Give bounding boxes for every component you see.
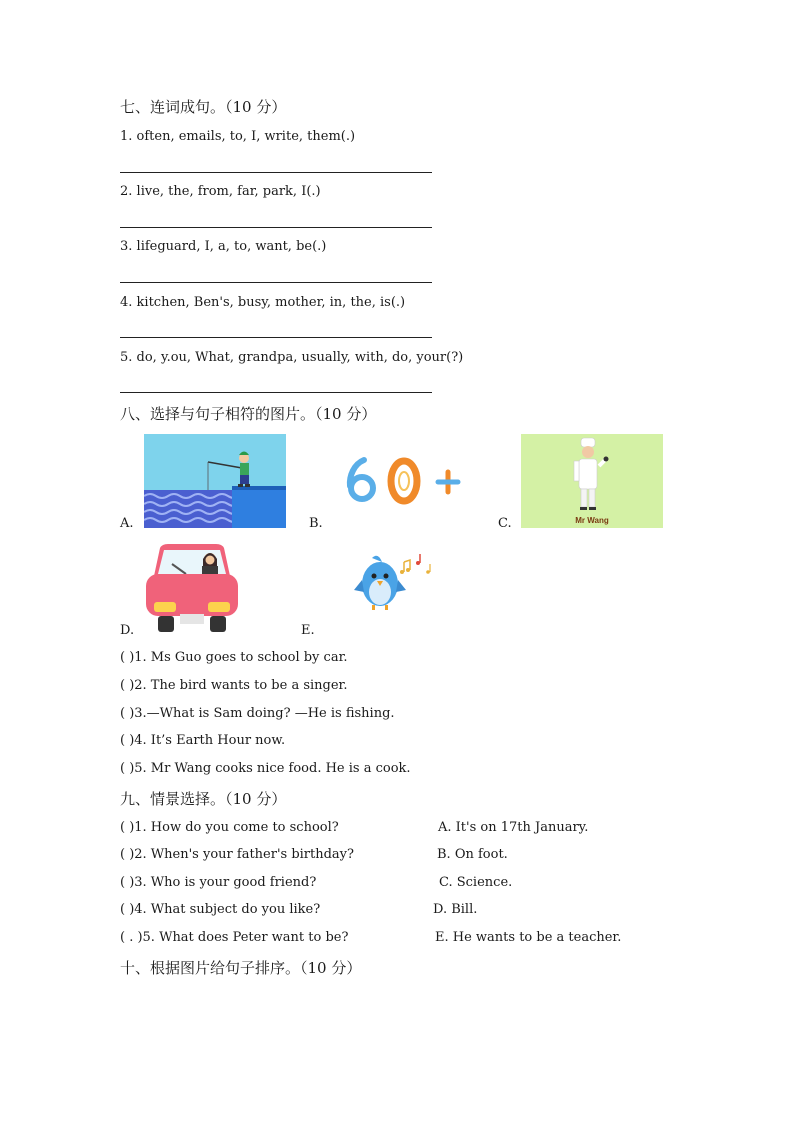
situation-question-4: ( )4. What subject do you like? [120, 902, 321, 917]
sixty-plus-picture [344, 456, 464, 510]
picture-label-a: A. [120, 516, 134, 531]
singing-bird-picture [352, 550, 436, 614]
car-driver-picture [146, 542, 238, 640]
situation-answer-e: E. He wants to be a teacher. [435, 930, 622, 945]
fishing-boy-picture [144, 434, 286, 532]
picture-c-caption: Mr Wang [575, 516, 609, 525]
picture-label-e: E. [301, 623, 315, 638]
answer-line-2[interactable] [120, 227, 432, 228]
situation-question-1: ( )1. How do you come to school? [120, 820, 339, 835]
picture-label-c: C. [498, 516, 512, 531]
section-8-title: 八、选择与句子相符的图片。（10 分） [120, 405, 377, 423]
reorder-item-2: 2. live, the, from, far, park, I(.) [120, 184, 321, 199]
match-item-3: ( )3.—What is Sam doing? —He is fishing. [120, 706, 395, 721]
situation-answer-b: B. On foot. [437, 847, 508, 862]
reorder-item-3: 3. lifeguard, I, a, to, want, be(.) [120, 239, 327, 254]
situation-question-5: ( . )5. What does Peter want to be? [120, 930, 349, 945]
situation-question-2: ( )2. When's your father's birthday? [120, 847, 354, 862]
picture-label-d: D. [120, 623, 135, 638]
answer-line-4[interactable] [120, 337, 432, 338]
reorder-item-1: 1. often, emails, to, I, write, them(.) [120, 129, 356, 144]
answer-line-3[interactable] [120, 282, 432, 283]
chef-mr-wang-picture [521, 434, 663, 532]
reorder-item-5: 5. do, y.ou, What, grandpa, usually, with, do, your(?) [120, 350, 464, 365]
situation-answer-c: C. Science. [439, 875, 513, 890]
situation-answer-d: D. Bill. [433, 902, 478, 917]
picture-label-b: B. [309, 516, 323, 531]
answer-line-1[interactable] [120, 172, 432, 173]
answer-line-5[interactable] [120, 392, 432, 393]
section-10-title: 十、根据图片给句子排序。（10 分） [120, 959, 362, 977]
match-item-5: ( )5. Mr Wang cooks nice food. He is a cook. [120, 761, 411, 776]
match-item-2: ( )2. The bird wants to be a singer. [120, 678, 348, 693]
match-item-1: ( )1. Ms Guo goes to school by car. [120, 650, 348, 665]
section-9-title: 九、情景选择。（10 分） [120, 790, 287, 808]
match-item-4: ( )4. It’s Earth Hour now. [120, 733, 286, 748]
situation-question-3: ( )3. Who is your good friend? [120, 875, 317, 890]
situation-answer-a: A. It's on 17th January. [438, 820, 589, 835]
section-7-title: 七、连词成句。（10 分） [120, 98, 287, 116]
reorder-item-4: 4. kitchen, Ben's, busy, mother, in, the, is(.) [120, 295, 406, 310]
